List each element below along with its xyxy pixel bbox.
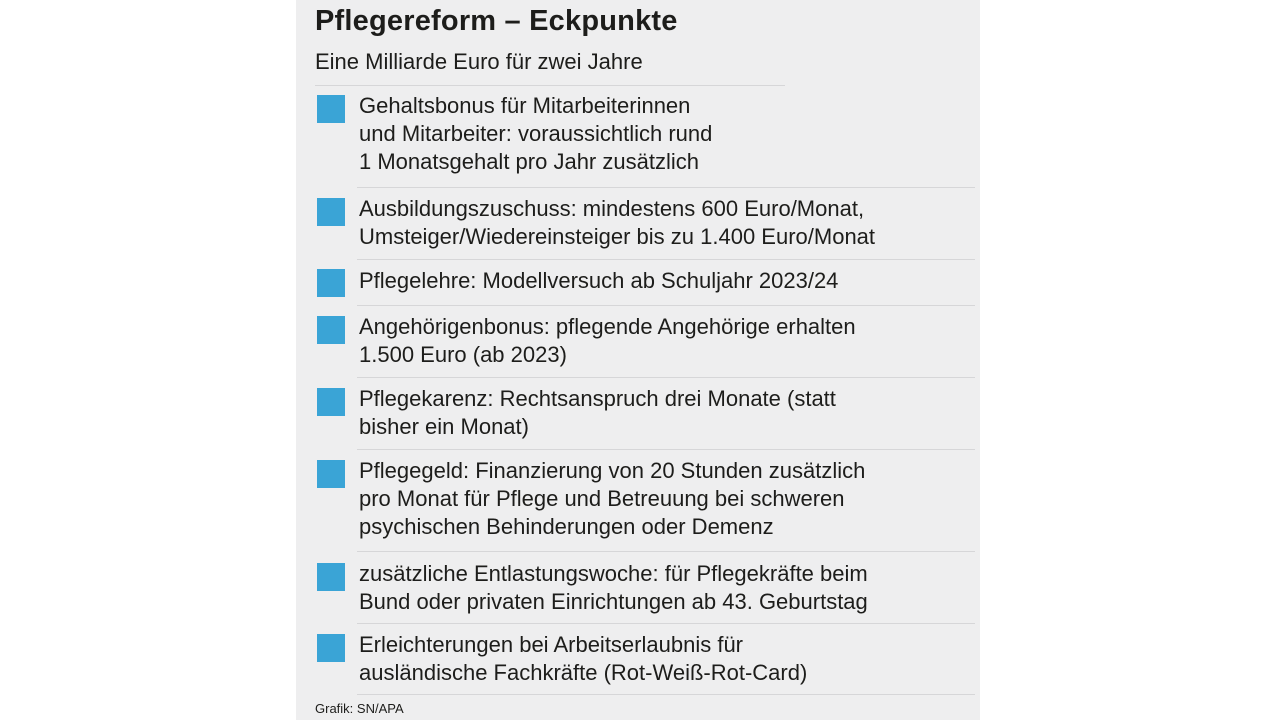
list-item-pflegelehre	[315, 267, 975, 306]
item-divider	[357, 377, 975, 378]
infographic-panel	[296, 0, 980, 720]
list-item-pflegegeld	[315, 457, 975, 552]
list-item-pflegekarenz	[315, 385, 975, 450]
infographic-title: Pflegereform – Eckpunkte	[315, 5, 678, 37]
list-item-entlastungswoche	[315, 560, 975, 624]
square-bullet-icon	[317, 460, 345, 488]
infographic-subtitle: Eine Milliarde Euro für zwei Jahre	[315, 49, 643, 74]
item-divider	[357, 259, 975, 260]
list-item-text: zusätzliche Entlastungswoche: für Pflegekräfte beim Bund oder privaten Einrichtungen ab 43. Geburtstag	[359, 561, 868, 614]
item-divider	[357, 694, 975, 695]
list-item-arbeitserlaubnis	[315, 631, 975, 695]
square-bullet-icon	[317, 269, 345, 297]
square-bullet-icon	[317, 316, 345, 344]
item-divider	[357, 623, 975, 624]
square-bullet-icon	[317, 634, 345, 662]
list-item-text: Pflegelehre: Modellversuch ab Schuljahr 2023/24	[359, 268, 839, 293]
list-item-angehoerigenbonus	[315, 313, 975, 378]
list-item-text: Angehörigenbonus: pflegende Angehörige erhalten 1.500 Euro (ab 2023)	[359, 314, 856, 367]
item-divider	[357, 449, 975, 450]
list-item-text: Gehaltsbonus für Mitarbeiterinnen und Mitarbeiter: voraussichtlich rund 1 Monatsgehalt pro Jahr zusätzlich	[359, 93, 713, 174]
item-divider	[357, 305, 975, 306]
item-divider	[357, 551, 975, 552]
list-item-text: Ausbildungszuschuss: mindestens 600 Euro/Monat, Umsteiger/Wiedereinsteiger bis zu 1.400 Euro/Monat	[359, 196, 876, 249]
list-item-gehaltsbonus	[315, 92, 975, 188]
item-divider	[357, 187, 975, 188]
square-bullet-icon	[317, 95, 345, 123]
square-bullet-icon	[317, 388, 345, 416]
square-bullet-icon	[317, 563, 345, 591]
square-bullet-icon	[317, 198, 345, 226]
subtitle-divider	[315, 85, 785, 86]
list-item-text: Pflegekarenz: Rechtsanspruch drei Monate (statt bisher ein Monat)	[359, 386, 836, 439]
source-credit: Grafik: SN/APA	[315, 701, 404, 716]
list-item-text: Erleichterungen bei Arbeitserlaubnis für ausländische Fachkräfte (Rot-Weiß-Rot-Card)	[359, 632, 808, 685]
list-item-ausbildungszuschuss	[315, 195, 975, 260]
list-item-text: Pflegegeld: Finanzierung von 20 Stunden zusätzlich pro Monat für Pflege und Betreuung bei schweren psychischen Behinderungen oder Demenz	[359, 458, 866, 539]
